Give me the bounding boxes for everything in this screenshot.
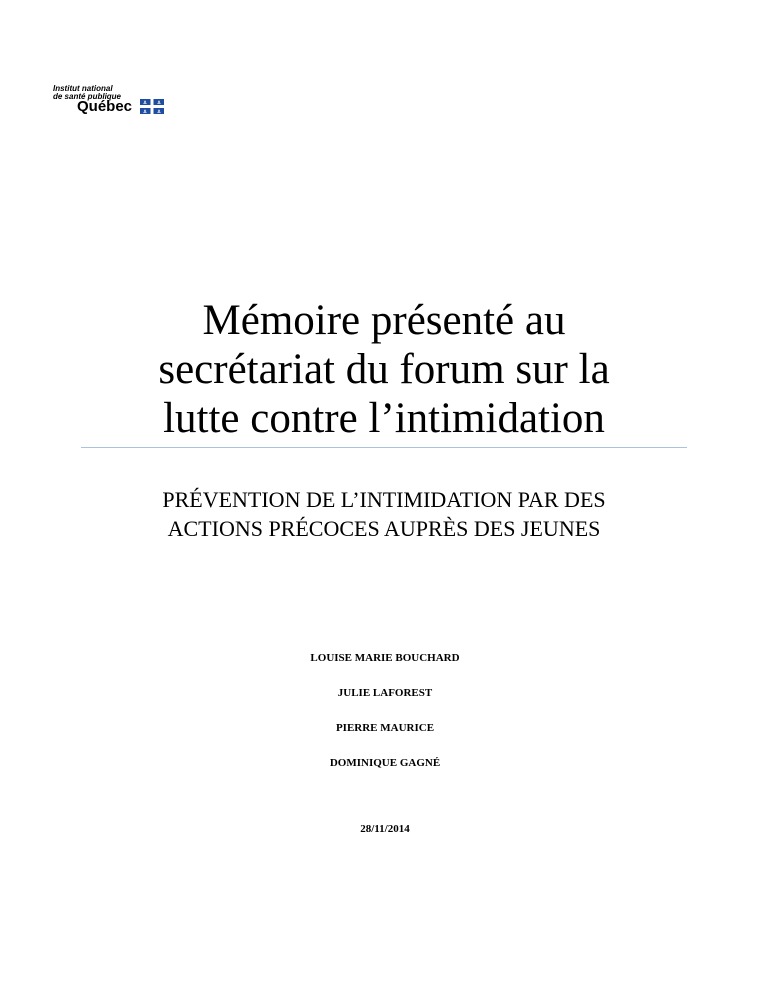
author-name: DOMINIQUE GAGNÉ [329,757,441,769]
author-name: JULIE LAFOREST [337,687,433,699]
author-name: LOUISE MARIE BOUCHARD [310,652,460,664]
document-date: 28/11/2014 [360,823,410,835]
logo-institute-line-1: Institut national [53,84,113,93]
subtitle-line: PRÉVENTION DE L’INTIMIDATION PAR DES [162,487,606,512]
document-subtitle [60,485,708,543]
author-list [200,651,570,791]
document-title [60,296,708,443]
title-line: lutte contre l’intimidation [163,395,605,442]
author-name: PIERRE MAURICE [335,722,435,734]
inspq-logo [53,84,183,116]
subtitle-line: ACTIONS PRÉCOCES AUPRÈS DES JEUNES [167,516,601,541]
title-line: Mémoire présenté au [202,297,566,344]
title-line: secrétariat du forum sur la [158,346,610,393]
logo-institute-line-2: de santé publique [53,92,122,101]
logo-quebec-wordmark: Québec [77,98,133,115]
quebec-fleurdelise-flag-icon [140,99,164,114]
title-divider [81,447,687,448]
